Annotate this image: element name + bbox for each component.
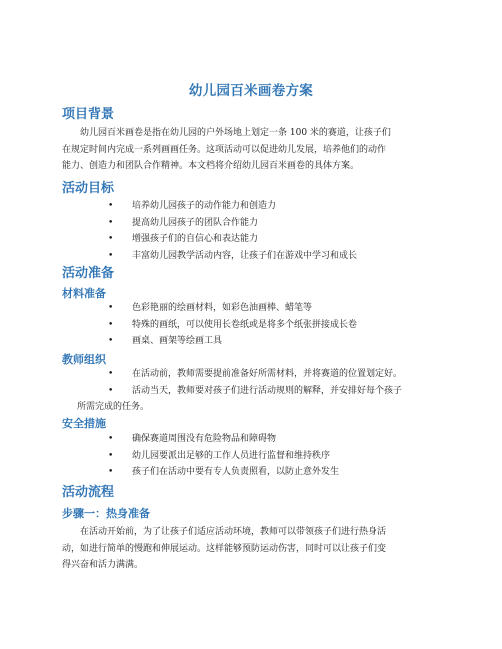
heading-background: 项目背景 xyxy=(62,107,115,122)
list-item: • 提高幼儿园孩子的团队合作能力 xyxy=(62,215,442,232)
background-paragraph xyxy=(62,125,442,175)
list-item: • 幼儿园要派出足够的工作人员进行监督和维持秩序 xyxy=(62,448,442,465)
bullet-icon: • xyxy=(108,336,114,346)
heading-teachers: 教师组织 xyxy=(62,353,106,366)
step1-line-3: 得兴奋和活力满满。 xyxy=(62,560,144,570)
list-item: • 培养幼儿园孩子的动作能力和创造力 xyxy=(62,198,442,215)
background-line-2: 在规定时间内完成一系列画画任务。这项活动可以促进幼儿发展，培养他们的动作 xyxy=(62,144,387,155)
list-item: • 孩子们在活动中要有专人负责照看，以防止意外发生 xyxy=(62,464,442,481)
bullet-icon: • xyxy=(108,434,114,444)
heading-safety: 安全措施 xyxy=(62,417,106,430)
heading-process: 活动流程 xyxy=(62,485,115,500)
document-title: 幼儿园百米画卷方案 xyxy=(188,83,314,99)
heading-goals: 活动目标 xyxy=(62,181,115,196)
list-item: • 确保赛道周围没有危险物品和障碍物 xyxy=(62,431,442,448)
bullet-icon: • xyxy=(108,201,114,211)
list-item: • 色彩艳丽的绘画材料，如彩色油画棒、蜡笔等 xyxy=(62,300,442,317)
bullet-icon: • xyxy=(108,217,114,228)
list-item: • 丰富幼儿园教学活动内容，让孩子们在游戏中学习和成长 xyxy=(62,248,442,265)
materials-list xyxy=(62,300,442,350)
bullet-icon: • xyxy=(108,303,114,313)
list-item: • 活动当天，教师要对孩子们进行活动规则的解释，并安排好每个孩子 所需完成的任务。 xyxy=(62,383,442,416)
bullet-icon: • xyxy=(108,234,114,244)
bullet-icon: • xyxy=(108,450,114,461)
step1-line-1: 在活动开始前，为了让孩子们适应活动环境，教师可以带领孩子们进行热身活 xyxy=(80,527,387,537)
background-line-3: 能力、创造力和团队合作精神。本文档将介绍幼儿园百米画卷的具体方案。 xyxy=(62,161,360,171)
list-item-continuation: 所需完成的任务。 xyxy=(77,402,150,412)
bullet-icon: • xyxy=(108,250,114,261)
bullet-icon: • xyxy=(108,319,114,330)
heading-step1: 步骤一：热身准备 xyxy=(62,507,150,520)
bullet-icon: • xyxy=(108,369,114,379)
list-item: • 画桌、画架等绘画工具 xyxy=(62,333,442,350)
background-line-1: 幼儿园百米画卷是指在幼儿园的户外场地上划定一条 100 米的赛道，让孩子们 xyxy=(80,128,391,138)
heading-materials: 材料准备 xyxy=(62,287,106,300)
safety-list xyxy=(62,431,442,481)
step1-line-2: 动，如进行简单的慢跑和伸展运动。这样能够预防运动伤害，同时可以让孩子们变 xyxy=(62,543,387,554)
bullet-icon: • xyxy=(108,385,114,396)
heading-prep: 活动准备 xyxy=(62,266,115,281)
list-item: • 特殊的画纸，可以使用长卷纸或是将多个纸张拼接成长卷 xyxy=(62,317,442,334)
bullet-icon: • xyxy=(108,467,114,477)
goals-list xyxy=(62,198,442,264)
step1-paragraph xyxy=(62,524,442,574)
teachers-list xyxy=(62,366,442,416)
list-item: • 在活动前，教师需要提前准备好所需材料，并将赛道的位置划定好。 xyxy=(62,366,442,383)
list-item: • 增强孩子们的自信心和表达能力 xyxy=(62,231,442,248)
